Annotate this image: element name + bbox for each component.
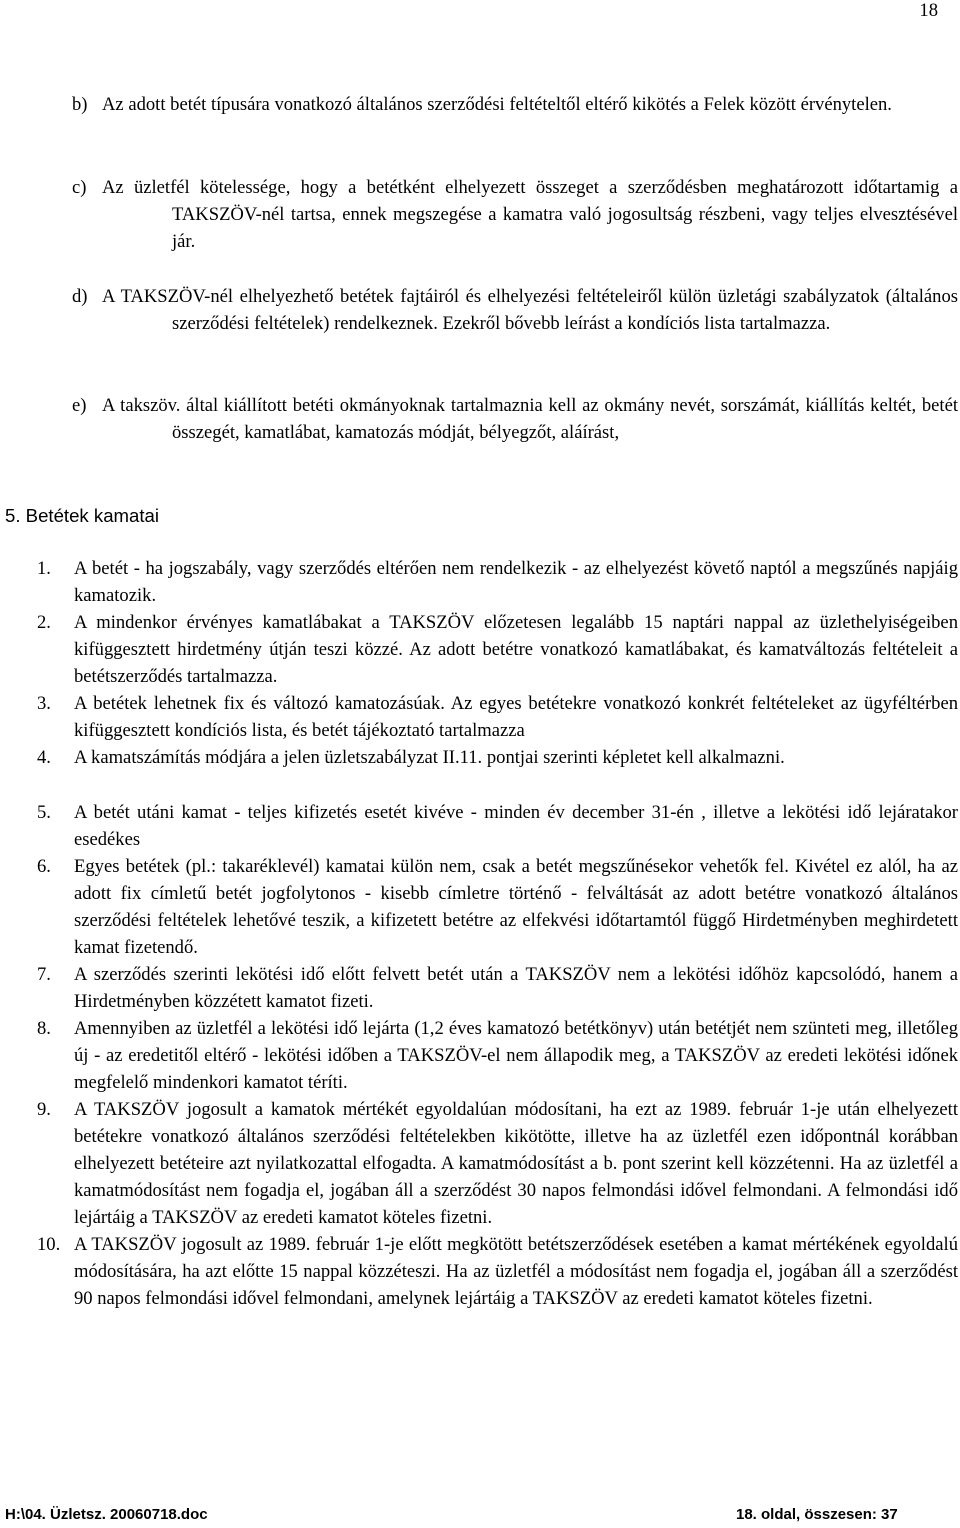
item-number: 1.: [37, 558, 51, 579]
list-item: [0, 744, 960, 771]
lettered-item-c: [72, 174, 958, 255]
list-item: [0, 1096, 960, 1231]
section-heading: 5. Betétek kamatai: [5, 505, 159, 526]
numbered-list: [0, 555, 960, 1312]
lettered-item-e: [72, 392, 958, 446]
item-text: Az üzletfél kötelessége, hogy a betétként elhelyezett összeget a szerződésben meghatározott időtartamig a TAKSZÖV-nél tartsa, ennek megszegése a kamatra való jogosultság részbeni, vagy teljes elvesztésével jár.: [102, 177, 958, 252]
item-label: c): [72, 177, 87, 198]
item-label: e): [72, 395, 87, 416]
item-text: A takszöv. által kiállított betéti okmányoknak tartalmaznia kell az okmány nevét, sorszámát, kiállítás keltét, betét összegét, kamatlábat, kamatozás módját, bélyegzőt, aláírást,: [102, 395, 958, 443]
list-item: [0, 690, 960, 744]
page-number: 18: [919, 0, 938, 21]
item-number: 8.: [37, 1018, 51, 1039]
footer-filename: H:\04. Üzletsz. 20060718.doc: [5, 1506, 208, 1523]
item-number: 3.: [37, 693, 51, 714]
item-text: Az adott betét típusára vonatkozó általános szerződési feltételtől eltérő kikötés a Felek között érvénytelen.: [102, 94, 892, 115]
item-number: 10.: [37, 1234, 61, 1255]
item-text: A betétek lehetnek fix és változó kamatozásúak. Az egyes betétekre vonatkozó konkrét feltételeket az ügyféltérben kifüggesztett kondíciós lista, és betét tájékoztató tartalmazza: [74, 693, 958, 741]
item-label: b): [72, 94, 88, 115]
item-number: 5.: [37, 802, 51, 823]
footer-page-count: 18. oldal, összesen: 37: [736, 1506, 898, 1523]
list-item: [0, 799, 960, 853]
lettered-item-b: [72, 91, 958, 118]
item-label: d): [72, 286, 88, 307]
item-text: A kamatszámítás módjára a jelen üzletszabályzat II.11. pontjai szerinti képletet kell alkalmazni.: [74, 747, 785, 768]
list-item: [0, 555, 960, 609]
item-text: Amennyiben az üzletfél a lekötési idő lejárta (1,2 éves kamatozó betétkönyv) után betétjét nem szünteti meg, illetőleg új - az eredetitől eltérő - lekötési időben a TAKSZÖV-el nem állapodik meg, a TAKSZÖV az eredeti lekötési időnek megfelelő mindenkori kamatot téríti.: [74, 1018, 958, 1093]
item-text: A TAKSZÖV-nél elhelyezhető betétek fajtáiról és elhelyezési feltételeiről külön üzletági szabályzatok (általános szerződési feltételek) rendelkeznek. Ezekről bővebb leírást a kondíciós lista tartalmazza.: [102, 286, 958, 334]
item-text: Egyes betétek (pl.: takaréklevél) kamatai külön nem, csak a betét megszűnésekor vehetők fel. Kivétel ez alól, ha az adott fix címletű betét jogfolytonos - kisebb címletre történő - felváltását az adott betétre vonatkozó általános szerződési feltételek lehetővé teszik, a kifizetett betétre az elfekvési időtartamtól függő Hirdetményben meghirdetett kamat fizetendő.: [74, 856, 958, 958]
item-number: 6.: [37, 856, 51, 877]
item-text: A TAKSZÖV jogosult az 1989. február 1-je előtt megkötött betétszerződések esetében a kamat mértékének egyoldalú módosítására, ha azt előtte 15 nappal közzéteszi. Ha az üzletfél a módosítást nem fogadja el, jogában áll a szerződést 90 napos felmondási idővel felmondani, amelynek lejártáig a TAKSZÖV az eredeti kamatot köteles fizetni.: [74, 1234, 958, 1309]
lettered-item-d: [72, 283, 958, 337]
item-text: A TAKSZÖV jogosult a kamatok mértékét egyoldalúan módosítani, ha ezt az 1989. február 1-je után elhelyezett betétekre vonatkozó általános szerződési feltételekben kikötötte, illetve ha az üzletfél ezen időpontnál korábban elhelyezett betéteire azt nyilatkozattal elfogadta. A kamatmódosítást a b. pont szerint kell közzétenni. Ha az üzletfél a kamatmódosítást nem fogadja el, jogában áll a szerződést 30 napos felmondási idővel felmondani. A felmondási idő lejártáig a TAKSZÖV az eredeti kamatot köteles fizetni.: [74, 1099, 958, 1228]
list-item: [0, 1231, 960, 1312]
list-item: [0, 609, 960, 690]
item-text: A szerződés szerinti lekötési idő előtt felvett betét után a TAKSZÖV nem a lekötési időhöz kapcsolódó, hanem a Hirdetményben közzétett kamatot fizeti.: [74, 964, 958, 1012]
item-number: 4.: [37, 747, 51, 768]
list-item: [0, 961, 960, 1015]
list-item: [0, 853, 960, 961]
item-text: A betét - ha jogszabály, vagy szerződés eltérően nem rendelkezik - az elhelyezést követő naptól a megszűnés napjáig kamatozik.: [74, 558, 958, 606]
item-number: 2.: [37, 612, 51, 633]
item-number: 7.: [37, 964, 51, 985]
item-number: 9.: [37, 1099, 51, 1120]
item-text: A mindenkor érvényes kamatlábakat a TAKSZÖV előzetesen legalább 15 naptári nappal az üzlethelyiségeiben kifüggesztett hirdetmény útján teszi közzé. Az adott betétre vonatkozó kamatlábakat, és kamatváltozás feltételeit a betétszerződés tartalmazza.: [74, 612, 958, 687]
item-text: A betét utáni kamat - teljes kifizetés esetét kivéve - minden év december 31-én , illetve a lekötési idő lejáratakor esedékes: [74, 802, 958, 850]
list-item: [0, 1015, 960, 1096]
